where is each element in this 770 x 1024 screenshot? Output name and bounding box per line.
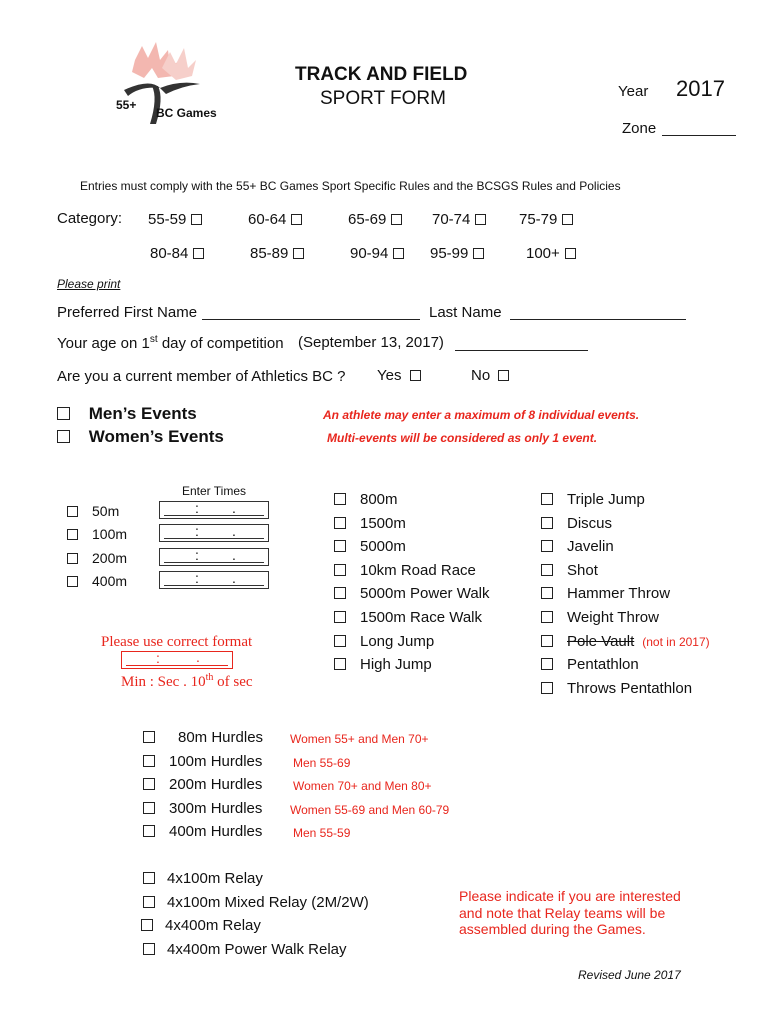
age-label-pre: Your age on 1 (57, 335, 150, 352)
hurdle-eligibility-note: Women 70+ and Men 80+ (293, 779, 432, 794)
format-help-line3 (121, 672, 253, 691)
category-option (430, 245, 484, 262)
relay-checkbox[interactable] (141, 919, 153, 931)
hurdle-row (143, 753, 262, 770)
time-entry-colon: : (195, 547, 199, 563)
event-checkbox[interactable] (334, 658, 346, 670)
category-option-label: 70-74 (432, 211, 471, 228)
category-option-label: 65-69 (348, 211, 387, 228)
hurdle-checkbox[interactable] (143, 802, 155, 814)
event-label: Pentathlon (567, 656, 639, 674)
event-row (541, 609, 659, 626)
mens-events-row (57, 404, 197, 424)
year-label: Year (618, 83, 649, 100)
relay-checkbox[interactable] (143, 943, 155, 955)
event-label: 10km Road Race (360, 561, 476, 579)
category-option (432, 211, 486, 228)
event-checkbox[interactable] (541, 658, 553, 670)
age-field[interactable] (455, 336, 588, 351)
format-colon: : (156, 650, 160, 666)
event-row (541, 680, 692, 697)
event-checkbox[interactable] (334, 564, 346, 576)
relay-label: 4x400m Relay (165, 917, 261, 935)
time-entry-dot: . (232, 500, 236, 516)
category-checkbox[interactable] (191, 214, 202, 225)
relay-note-line: Please indicate if you are interested (459, 888, 681, 904)
hurdle-label: 200m Hurdles (169, 776, 263, 794)
time-entry-dot: . (232, 570, 236, 586)
category-option (519, 211, 573, 228)
event-checkbox[interactable] (334, 635, 346, 647)
event-label: 5000m Power Walk (360, 585, 490, 603)
time-event-checkbox[interactable] (67, 553, 78, 564)
event-checkbox[interactable] (541, 682, 553, 694)
event-checkbox[interactable] (541, 635, 553, 647)
event-label: Weight Throw (567, 609, 659, 626)
category-checkbox[interactable] (475, 214, 486, 225)
time-event-label: 200m (92, 550, 128, 566)
max-events-note: An athlete may enter a maximum of 8 individual events. (323, 408, 640, 422)
event-row (541, 538, 614, 555)
time-entry-field[interactable] (159, 571, 269, 589)
event-label: High Jump (360, 656, 432, 674)
hurdle-eligibility-note: Men 55-69 (293, 755, 351, 770)
category-checkbox[interactable] (293, 248, 304, 259)
event-row (334, 585, 490, 602)
first-name-label: Preferred First Name (57, 304, 198, 321)
category-label: Category: (57, 210, 123, 227)
womens-events-label: Women’s Events (88, 427, 224, 446)
category-option (350, 245, 404, 262)
time-event-row (67, 550, 127, 566)
page-title: TRACK AND FIELD (295, 64, 468, 85)
time-entry-underline (164, 585, 264, 586)
time-event-label: 400m (92, 573, 128, 589)
category-option (250, 245, 304, 262)
multi-events-note: Multi-events will be considered as only 1 event. (327, 431, 598, 445)
time-entry-colon: : (195, 500, 199, 516)
event-row (334, 538, 406, 555)
event-checkbox[interactable] (334, 611, 346, 623)
hurdle-row (143, 729, 263, 746)
format-help-example (121, 651, 233, 669)
age-label-sup: st (149, 334, 158, 345)
hurdle-checkbox[interactable] (143, 755, 155, 767)
time-event-label: 50m (92, 503, 120, 519)
event-checkbox[interactable] (541, 564, 553, 576)
time-entry-dot: . (232, 523, 236, 539)
event-row (541, 491, 645, 508)
hurdle-eligibility-note: Women 55-69 and Men 60-79 (290, 802, 450, 817)
category-option-label: 95-99 (430, 245, 469, 262)
time-event-checkbox[interactable] (67, 576, 78, 587)
event-label: Triple Jump (567, 491, 645, 508)
category-option-label: 60-64 (248, 211, 287, 228)
event-label: 1500m (360, 514, 406, 532)
event-label: Hammer Throw (567, 585, 671, 603)
time-event-label: 100m (92, 526, 128, 542)
category-option-label: 90-94 (350, 245, 389, 262)
no-label: No (471, 367, 491, 384)
womens-events-row (57, 427, 224, 447)
category-option (348, 211, 402, 228)
relay-checkbox[interactable] (143, 872, 155, 884)
member-no (471, 367, 509, 384)
format-dot: . (196, 649, 200, 665)
pole-vault-note: (not in 2017) (642, 634, 710, 649)
event-label: Discus (567, 514, 613, 532)
category-option-label: 55-59 (148, 211, 187, 228)
time-entry-underline (164, 562, 264, 563)
time-event-row (67, 503, 119, 519)
relay-row (141, 917, 261, 934)
year-value: 2017 (676, 76, 725, 101)
event-label: 5000m (360, 538, 406, 556)
category-option (148, 211, 202, 228)
hurdle-label: 80m Hurdles (178, 729, 264, 746)
format-th: th (205, 672, 214, 683)
event-label: Javelin (567, 538, 614, 556)
category-option-label: 85-89 (250, 245, 289, 262)
relay-note-line: assembled during the Games. (459, 921, 646, 937)
time-entry-field[interactable] (159, 524, 269, 542)
hurdle-row (143, 800, 262, 817)
relay-checkbox[interactable] (143, 896, 155, 908)
category-option-label: 80-84 (150, 245, 189, 262)
member-question: Are you a current member of Athletics BC ? (57, 368, 346, 385)
hurdle-checkbox[interactable] (143, 778, 155, 790)
hurdle-checkbox[interactable] (143, 731, 155, 743)
hurdle-eligibility-note: Women 55+ and Men 70+ (290, 732, 429, 746)
hurdle-eligibility-note: Men 55-59 (293, 826, 351, 841)
category-option (150, 245, 204, 262)
yes-checkbox[interactable] (410, 370, 421, 381)
relay-note-line: and note that Relay teams will be (459, 904, 666, 921)
yes-label: Yes (377, 367, 402, 384)
time-entry-colon: : (195, 570, 199, 586)
category-option (526, 245, 576, 262)
event-row (541, 656, 639, 673)
hurdle-checkbox[interactable] (143, 825, 155, 837)
event-checkbox[interactable] (334, 587, 346, 599)
category-checkbox[interactable] (193, 248, 204, 259)
category-option-label: 75-79 (519, 211, 558, 228)
event-label: Throws Pentathlon (567, 679, 693, 697)
age-label-post: day of competition (157, 335, 284, 352)
category-checkbox[interactable] (291, 214, 302, 225)
category-checkbox[interactable] (565, 248, 576, 259)
member-yes (377, 367, 421, 384)
hurdle-row (143, 823, 262, 840)
hurdle-label: 300m Hurdles (169, 799, 263, 817)
mens-events-label: Men’s Events (88, 404, 197, 423)
time-event-row (67, 573, 127, 589)
no-checkbox[interactable] (498, 370, 509, 381)
womens-events-checkbox[interactable] (57, 430, 70, 443)
relay-row (143, 941, 347, 958)
revised-note: Revised June 2017 (578, 968, 681, 982)
logo-text-55: 55+ (116, 98, 137, 112)
event-row (541, 562, 598, 579)
hurdle-label: 400m Hurdles (169, 823, 263, 841)
time-event-row (67, 526, 127, 542)
event-label: Pole Vault (567, 632, 635, 650)
format-of-sec: of sec (213, 674, 253, 690)
event-checkbox[interactable] (334, 517, 346, 529)
category-option-label: 100+ (526, 245, 560, 262)
enter-times-header: Enter Times (182, 484, 247, 498)
event-label: Shot (567, 561, 598, 579)
event-label: 800m (360, 491, 398, 508)
relay-label: 4x400m Power Walk Relay (167, 940, 347, 958)
event-checkbox[interactable] (334, 540, 346, 552)
event-checkbox[interactable] (541, 540, 553, 552)
hurdle-row (143, 776, 262, 793)
event-row (541, 633, 710, 650)
time-event-checkbox[interactable] (67, 506, 78, 517)
relay-label: 4x100m Relay (167, 870, 263, 887)
event-row (334, 609, 482, 626)
bc-games-logo-icon (100, 38, 240, 138)
event-row (334, 491, 398, 508)
event-row (541, 515, 612, 532)
event-row (541, 585, 670, 602)
time-event-checkbox[interactable] (67, 529, 78, 540)
event-checkbox[interactable] (541, 493, 553, 505)
event-checkbox[interactable] (541, 611, 553, 623)
relay-row (143, 870, 263, 887)
time-entry-colon: : (195, 523, 199, 539)
relay-note (459, 888, 681, 938)
zone-field[interactable] (662, 121, 736, 136)
time-entry-dot: . (232, 547, 236, 563)
mens-events-checkbox[interactable] (57, 407, 70, 420)
zone-label: Zone (622, 120, 657, 137)
age-date: (September 13, 2017) (298, 334, 444, 351)
hurdle-label: 100m Hurdles (169, 752, 263, 770)
time-entry-field[interactable] (159, 501, 269, 519)
format-min-sec: Min : Sec . 10 (121, 674, 206, 690)
last-name-field[interactable] (510, 305, 686, 320)
first-name-field[interactable] (202, 305, 420, 320)
please-print: Please print (57, 277, 121, 291)
event-checkbox[interactable] (334, 493, 346, 505)
event-row (334, 633, 434, 650)
time-entry-underline (164, 515, 264, 516)
relay-row (143, 894, 369, 911)
rules-text: Entries must comply with the 55+ BC Games Sport Specific Rules and the BCSGS Rules and Policies (80, 179, 621, 193)
page-subtitle: SPORT FORM (320, 88, 446, 109)
category-checkbox[interactable] (393, 248, 404, 259)
category-checkbox[interactable] (473, 248, 484, 259)
category-option (248, 211, 302, 228)
logo (100, 38, 240, 138)
age-label (57, 334, 284, 352)
event-label: 1500m Race Walk (360, 609, 482, 626)
event-checkbox[interactable] (541, 587, 553, 599)
time-entry-field[interactable] (159, 548, 269, 566)
category-checkbox[interactable] (562, 214, 573, 225)
event-label: Long Jump (360, 632, 435, 650)
event-row (334, 656, 432, 673)
event-checkbox[interactable] (541, 517, 553, 529)
relay-label: 4x100m Mixed Relay (2M/2W) (167, 893, 369, 911)
event-row (334, 562, 476, 579)
format-help-line1: Please use correct format (101, 634, 253, 650)
last-name-label: Last Name (429, 304, 502, 321)
event-row (334, 515, 406, 532)
time-entry-underline (164, 538, 264, 539)
logo-text-bc-games: BC Games (156, 106, 217, 120)
category-checkbox[interactable] (391, 214, 402, 225)
